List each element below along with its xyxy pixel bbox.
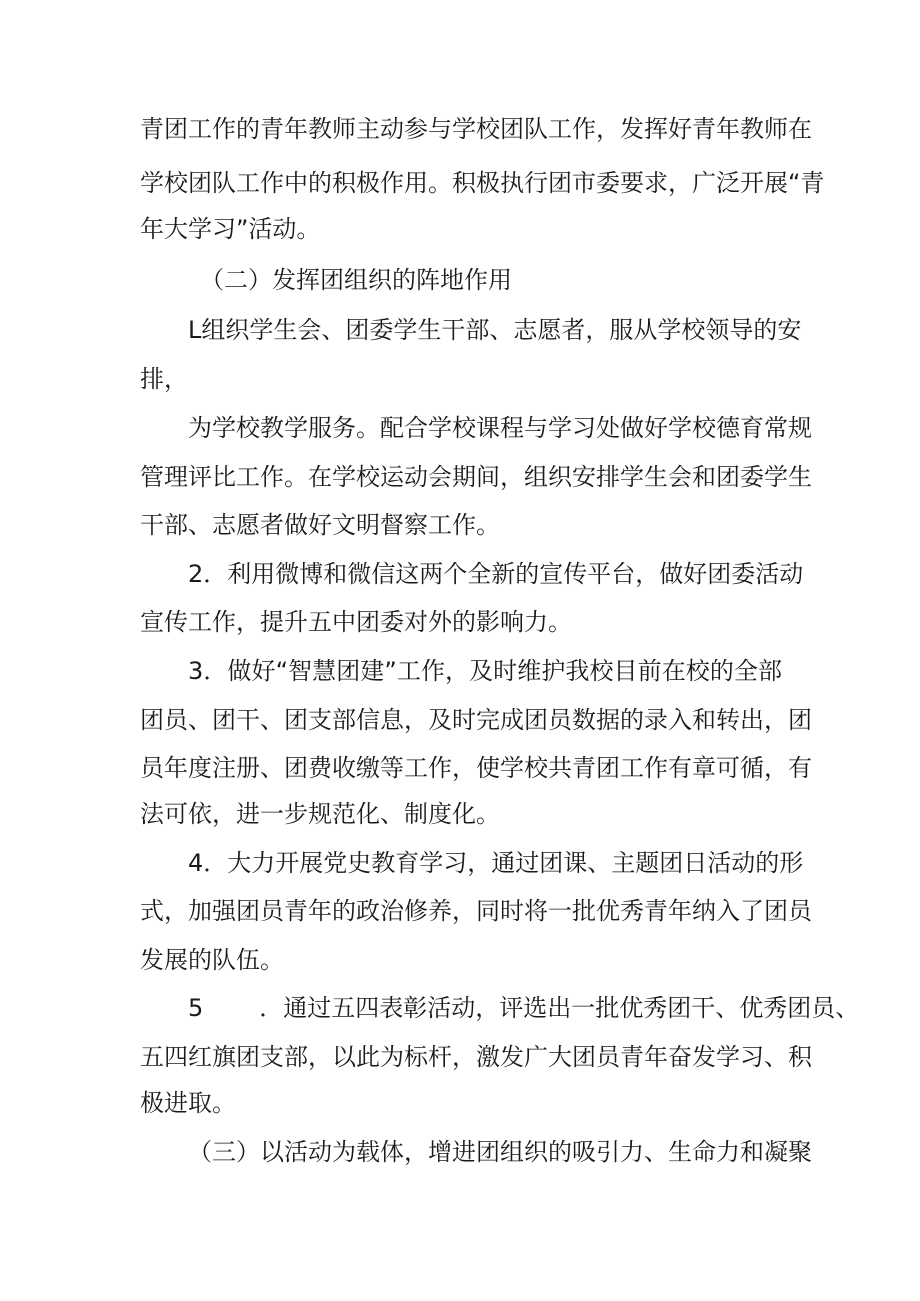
item-4-line-1: 4．大力开展党史教育学习，通过团课、主题团日活动的形 [188,849,804,877]
item-3-line-2: 团员、团干、团支部信息，及时完成团员数据的录入和转出，团 [140,706,812,734]
paragraph-line-3: 年大学习”活动。 [140,215,321,243]
item-4-line-3: 发展的队伍。 [140,946,284,974]
text-line [0,204,920,254]
text-line [0,305,920,355]
text-line [0,354,920,404]
heading-text: （二）发挥团组织的阵地作用 [200,266,512,294]
section-heading-3 [0,1127,920,1177]
text-line [0,646,920,696]
item-2-line-1: 2．利用微博和微信这两个全新的宣传平台，做好团委活动 [188,560,804,588]
item-3-line-1: 3．做好“智慧团建”工作，及时维护我校目前在校的全部 [188,657,782,685]
text-line [0,104,920,154]
paragraph-line-1: 青团工作的青年教师主动参与学校团队工作，发挥好青年教师在 [140,115,812,143]
paragraph-line-2: 学校团队工作中的积极作用。积极执行团市委要求，广泛开展“青 [140,169,825,197]
item-1-line-5: 干部、志愿者做好文明督察工作。 [140,511,500,539]
text-line [0,695,920,745]
text-line [0,1078,920,1128]
text-line [0,886,920,936]
item-3-line-4: 法可依，进一步规范化、制度化。 [140,800,500,828]
item-4-line-2: 式，加强团员青年的政治修养，同时将一批优秀青年纳入了团员 [140,897,812,925]
item-5-line-1: ．通过五四表彰活动，评选出一批优秀团干、优秀团员、 [259,994,860,1022]
item-5-line-3: 极进取。 [140,1089,236,1117]
text-line [0,838,920,888]
text-line [0,403,920,453]
item-1-line-3: 为学校教学服务。配合学校课程与学习处做好学校德育常规 [188,414,812,442]
heading-text: （三）以活动为载体，增进团组织的吸引力、生命力和凝聚 [188,1138,812,1166]
item-3-line-3: 员年度注册、团费收缴等工作，使学校共青团工作有章可循，有 [140,754,812,782]
section-heading-2 [0,255,920,305]
text-line [0,452,920,502]
text-line [0,935,920,985]
text-line [0,549,920,599]
item-5-number: 5 [188,994,204,1022]
text-line [0,789,920,839]
text-line [0,983,920,1033]
item-1-line-1: L组织学生会、团委学生干部、志愿者，服从学校领导的安 [188,316,802,344]
text-line [0,158,920,208]
text-line [0,1032,920,1082]
text-line [0,743,920,793]
item-1-line-2: 排， [140,365,188,393]
item-5-line-2: 五四红旗团支部，以此为标杆，激发广大团员青年奋发学习、积 [140,1043,812,1071]
item-1-line-4: 管理评比工作。在学校运动会期间，组织安排学生会和团委学生 [140,463,812,491]
text-line [0,500,920,550]
text-line [0,597,920,647]
item-2-line-2: 宣传工作，提升五中团委对外的影响力。 [140,608,572,636]
